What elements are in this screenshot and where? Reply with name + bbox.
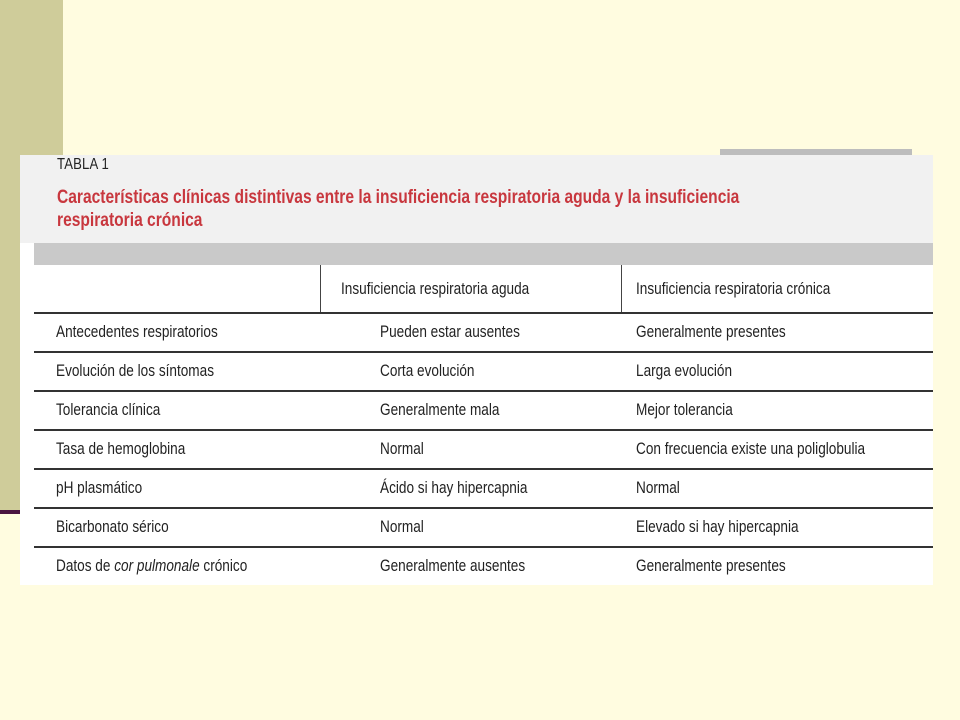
column-header-row — [34, 265, 933, 314]
cell-feature: Evolución de los síntomas — [56, 361, 214, 380]
table-body — [34, 314, 933, 585]
left-accent-rule — [0, 510, 22, 514]
cell-aguda: Pueden estar ausentes — [380, 322, 520, 341]
cell-cronica: Larga evolución — [636, 361, 733, 380]
cell-cronica: Mejor tolerancia — [636, 400, 733, 419]
cell-cronica: Generalmente presentes — [636, 556, 786, 575]
cell-feature: Tasa de hemoglobina — [56, 439, 186, 458]
table-row — [34, 353, 933, 392]
table-title — [57, 186, 844, 232]
table-row — [34, 431, 933, 470]
table-row — [34, 470, 933, 509]
column-divider-2 — [621, 265, 622, 312]
cell-feature: Bicarbonato sérico — [56, 517, 169, 536]
cell-cronica: Con frecuencia existe una poliglobulia — [636, 439, 866, 458]
cell-aguda: Normal — [380, 439, 424, 458]
table-row — [34, 392, 933, 431]
cell-feature-italic: cor pulmonale — [114, 556, 200, 575]
cell-feature-suffix: crónico — [199, 556, 248, 575]
cell-aguda: Corta evolución — [380, 361, 475, 380]
cell-feature-prefix: Datos de — [56, 556, 115, 575]
cell-aguda: Normal — [380, 517, 424, 536]
table-gray-bar — [34, 243, 933, 265]
cell-cronica: Normal — [636, 478, 680, 497]
table-row — [34, 314, 933, 353]
cell-feature — [56, 556, 247, 576]
cell-aguda: Generalmente mala — [380, 400, 500, 419]
table-title-line-2: respiratoria crónica — [57, 210, 203, 231]
cell-cronica: Elevado si hay hipercapnia — [636, 517, 799, 536]
column-header-cronica: Insuficiencia respiratoria crónica — [636, 279, 831, 298]
column-divider-1 — [320, 265, 321, 312]
cell-feature: Tolerancia clínica — [56, 400, 161, 419]
table-figure — [20, 155, 933, 585]
table-row — [34, 509, 933, 548]
cell-feature: pH plasmático — [56, 478, 143, 497]
cell-feature: Antecedentes respiratorios — [56, 322, 218, 341]
cell-aguda: Generalmente ausentes — [380, 556, 526, 575]
cell-aguda: Ácido si hay hipercapnia — [380, 478, 528, 497]
table-header — [20, 155, 933, 243]
cell-cronica: Generalmente presentes — [636, 322, 786, 341]
column-header-aguda: Insuficiencia respiratoria aguda — [341, 279, 530, 298]
table-label: TABLA 1 — [57, 156, 109, 173]
table-row — [34, 548, 933, 585]
table-title-line-1: Características clínicas distintivas entre la insuficiencia respiratoria aguda y la insuficiencia — [57, 187, 740, 208]
